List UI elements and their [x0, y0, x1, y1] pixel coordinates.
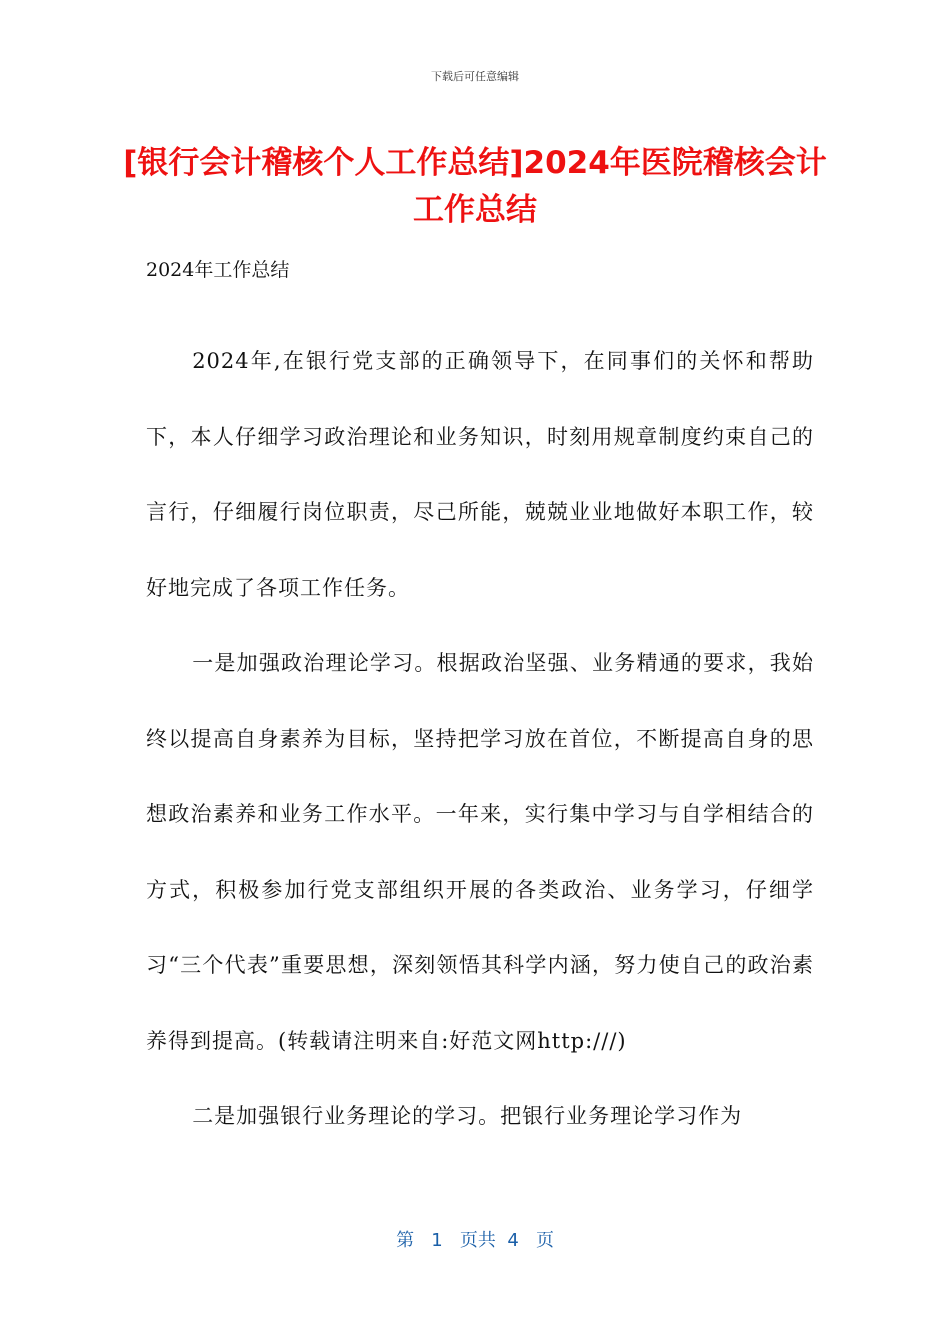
footer-page-suffix: 页 [535, 1230, 554, 1251]
page-footer [0, 1226, 950, 1252]
document-body [146, 324, 814, 1155]
footer-page-current: 1 [431, 1230, 443, 1251]
paragraph-political-study: 一是加强政治理论学习。根据政治坚强、业务精通的要求，我始终以提高自身素养为目标，坚持把学习放在首位，不断提高自身的思想政治素养和业务工作水平。一年来，实行集中学习与自学相结合的方式，积极参加行党支部组织开展的各类政治、业务学习，仔细学习“三个代表”重要思想，深刻领悟其科学内涵，努力使自己的政治素养得到提高。(转载请注明来自:好范文网http:///) [146, 651, 814, 1053]
document-title: [银行会计稽核个人工作总结]2024年医院稽核会计工作总结 [123, 145, 827, 228]
footer-page-label: 第 [396, 1230, 415, 1251]
paragraph-business-study: 二是加强银行业务理论的学习。把银行业务理论学习作为 [192, 1104, 743, 1128]
subheading: 2024年工作总结 [146, 259, 290, 281]
footer-page-total: 4 [507, 1230, 519, 1251]
paragraph-intro: 2024年,在银行党支部的正确领导下，在同事们的关怀和帮助下，本人仔细学习政治理论和业务知识，时刻用规章制度约束自己的言行，仔细履行岗位职责，尽己所能，兢兢业业地做好本职工作，较好地完成了各项工作任务。 [146, 349, 814, 600]
footer-page-total-label: 页共 [459, 1230, 496, 1251]
header-note: 下载后可任意编辑 [431, 70, 519, 83]
